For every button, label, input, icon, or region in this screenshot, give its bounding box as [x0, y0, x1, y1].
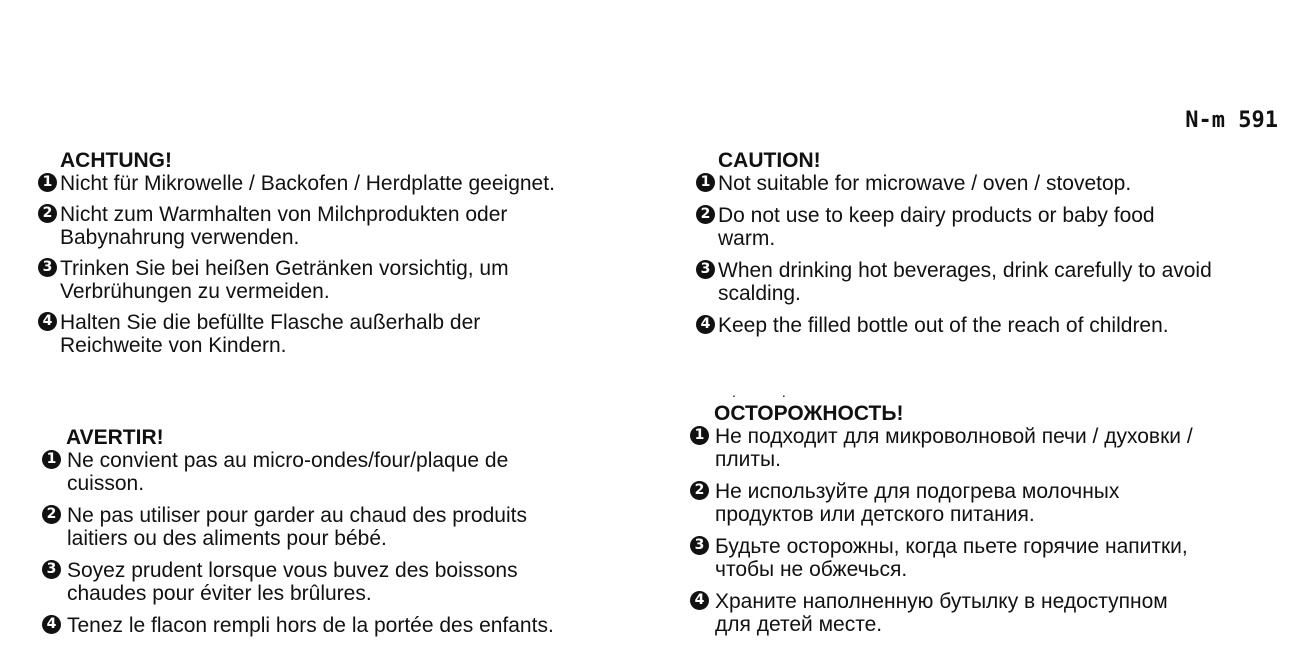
warning-text: [60, 257, 509, 303]
russian-warning-section: [690, 403, 1290, 645]
number-badge-icon: 1: [690, 426, 709, 445]
warning-text: [60, 311, 480, 357]
section-heading: ACHTUNG!: [60, 149, 172, 172]
text-line: cuisson.: [67, 472, 145, 495]
text-line: Не подходит для микроволновой печи / духовки /: [715, 425, 1193, 448]
warning-item: [42, 614, 642, 637]
number-badge-icon: 4: [38, 312, 57, 331]
warning-item: [42, 504, 642, 550]
product-code: N-m 591: [1185, 108, 1278, 133]
warning-item: [696, 172, 1296, 195]
warning-text: [715, 480, 1119, 526]
text-line: Будьте осторожны, когда пьете горячие напитки,: [715, 535, 1188, 558]
warning-text: [715, 535, 1188, 581]
text-line: When drinking hot beverages, drink carefully to avoid: [718, 259, 1212, 282]
warning-text: [718, 314, 1169, 337]
warning-text: [60, 172, 555, 195]
text-line: Reichweite von Kindern.: [60, 334, 287, 357]
text-line: Soyez prudent lorsque vous buvez des boissons: [67, 559, 518, 582]
warning-text: [715, 590, 1168, 636]
number-badge-icon: 2: [690, 481, 709, 500]
warning-item: [696, 314, 1296, 337]
number-badge-icon: 4: [42, 615, 61, 634]
warning-item: [690, 480, 1290, 526]
warning-text: [718, 259, 1212, 305]
warning-text: [67, 559, 518, 605]
number-badge-icon: 2: [38, 204, 57, 223]
french-warning-section: [42, 427, 642, 646]
warning-item: [696, 259, 1296, 305]
text-line: warm.: [718, 227, 776, 250]
text-line: chaudes pour éviter les brûlures.: [67, 582, 372, 605]
warning-item: [38, 172, 658, 195]
warning-text: [67, 449, 508, 495]
warning-item: [38, 311, 658, 357]
number-badge-icon: 3: [690, 536, 709, 555]
text-line: Nicht zum Warmhalten von Milchprodukten oder: [60, 203, 508, 226]
text-line: scalding.: [718, 282, 801, 305]
text-line: laitiers ou des aliments pour bébé.: [67, 527, 387, 550]
section-heading: ОСТОРОЖНОСТЬ!: [714, 402, 904, 425]
number-badge-icon: 1: [42, 450, 61, 469]
section-heading: AVERTIR!: [66, 426, 164, 449]
warning-text: [67, 504, 527, 550]
text-line: плиты.: [715, 448, 781, 471]
text-line: Trinken Sie bei heißen Getränken vorsichtig, um: [60, 257, 509, 280]
text-line: Храните наполненную бутылку в недоступном: [715, 590, 1168, 613]
text-line: для детей месте.: [715, 613, 883, 636]
text-line: Не используйте для подогрева молочных: [715, 480, 1120, 503]
warning-text: [715, 425, 1193, 471]
stray-dots: ..: [732, 384, 832, 400]
section-heading: CAUTION!: [718, 149, 821, 172]
number-badge-icon: 3: [696, 260, 715, 279]
text-line: Babynahrung verwenden.: [60, 226, 300, 249]
warning-text: [718, 204, 1155, 250]
warning-text: [60, 203, 507, 249]
number-badge-icon: 4: [696, 315, 715, 334]
warning-item: [42, 449, 642, 495]
warning-item: [696, 204, 1296, 250]
text-line: Verbrühungen zu vermeiden.: [60, 280, 330, 303]
number-badge-icon: 2: [696, 205, 715, 224]
text-line: Halten Sie die befüllte Flasche außerhalb der: [60, 311, 481, 334]
warning-item: [38, 203, 658, 249]
warning-item: [690, 535, 1290, 581]
english-warning-section: [696, 150, 1296, 346]
number-badge-icon: 3: [42, 560, 61, 579]
text-line: Keep the filled bottle out of the reach of children.: [718, 314, 1169, 337]
text-line: Do not use to keep dairy products or baby food: [718, 204, 1155, 227]
warning-item: [42, 559, 642, 605]
number-badge-icon: 4: [690, 591, 709, 610]
number-badge-icon: 1: [696, 173, 715, 192]
text-line: Ne convient pas au micro-ondes/four/plaque de: [67, 449, 509, 472]
warning-item: [38, 257, 658, 303]
text-line: Not suitable for microwave / oven / stovetop.: [718, 172, 1132, 195]
number-badge-icon: 2: [42, 505, 61, 524]
text-line: Ne pas utiliser pour garder au chaud des produits: [67, 504, 527, 527]
warning-item: [690, 590, 1290, 636]
warning-text: [718, 172, 1131, 195]
warning-text: [67, 614, 554, 637]
german-warning-section: [38, 150, 658, 365]
text-line: чтобы не обжечься.: [715, 558, 908, 581]
warning-item: [690, 425, 1290, 471]
text-line: Nicht für Mikrowelle / Backofen / Herdplatte geeignet.: [60, 172, 555, 195]
text-line: Tenez le flacon rempli hors de la portée des enfants.: [67, 614, 554, 637]
number-badge-icon: 3: [38, 258, 57, 277]
text-line: продуктов или детского питания.: [715, 503, 1035, 526]
number-badge-icon: 1: [38, 173, 57, 192]
